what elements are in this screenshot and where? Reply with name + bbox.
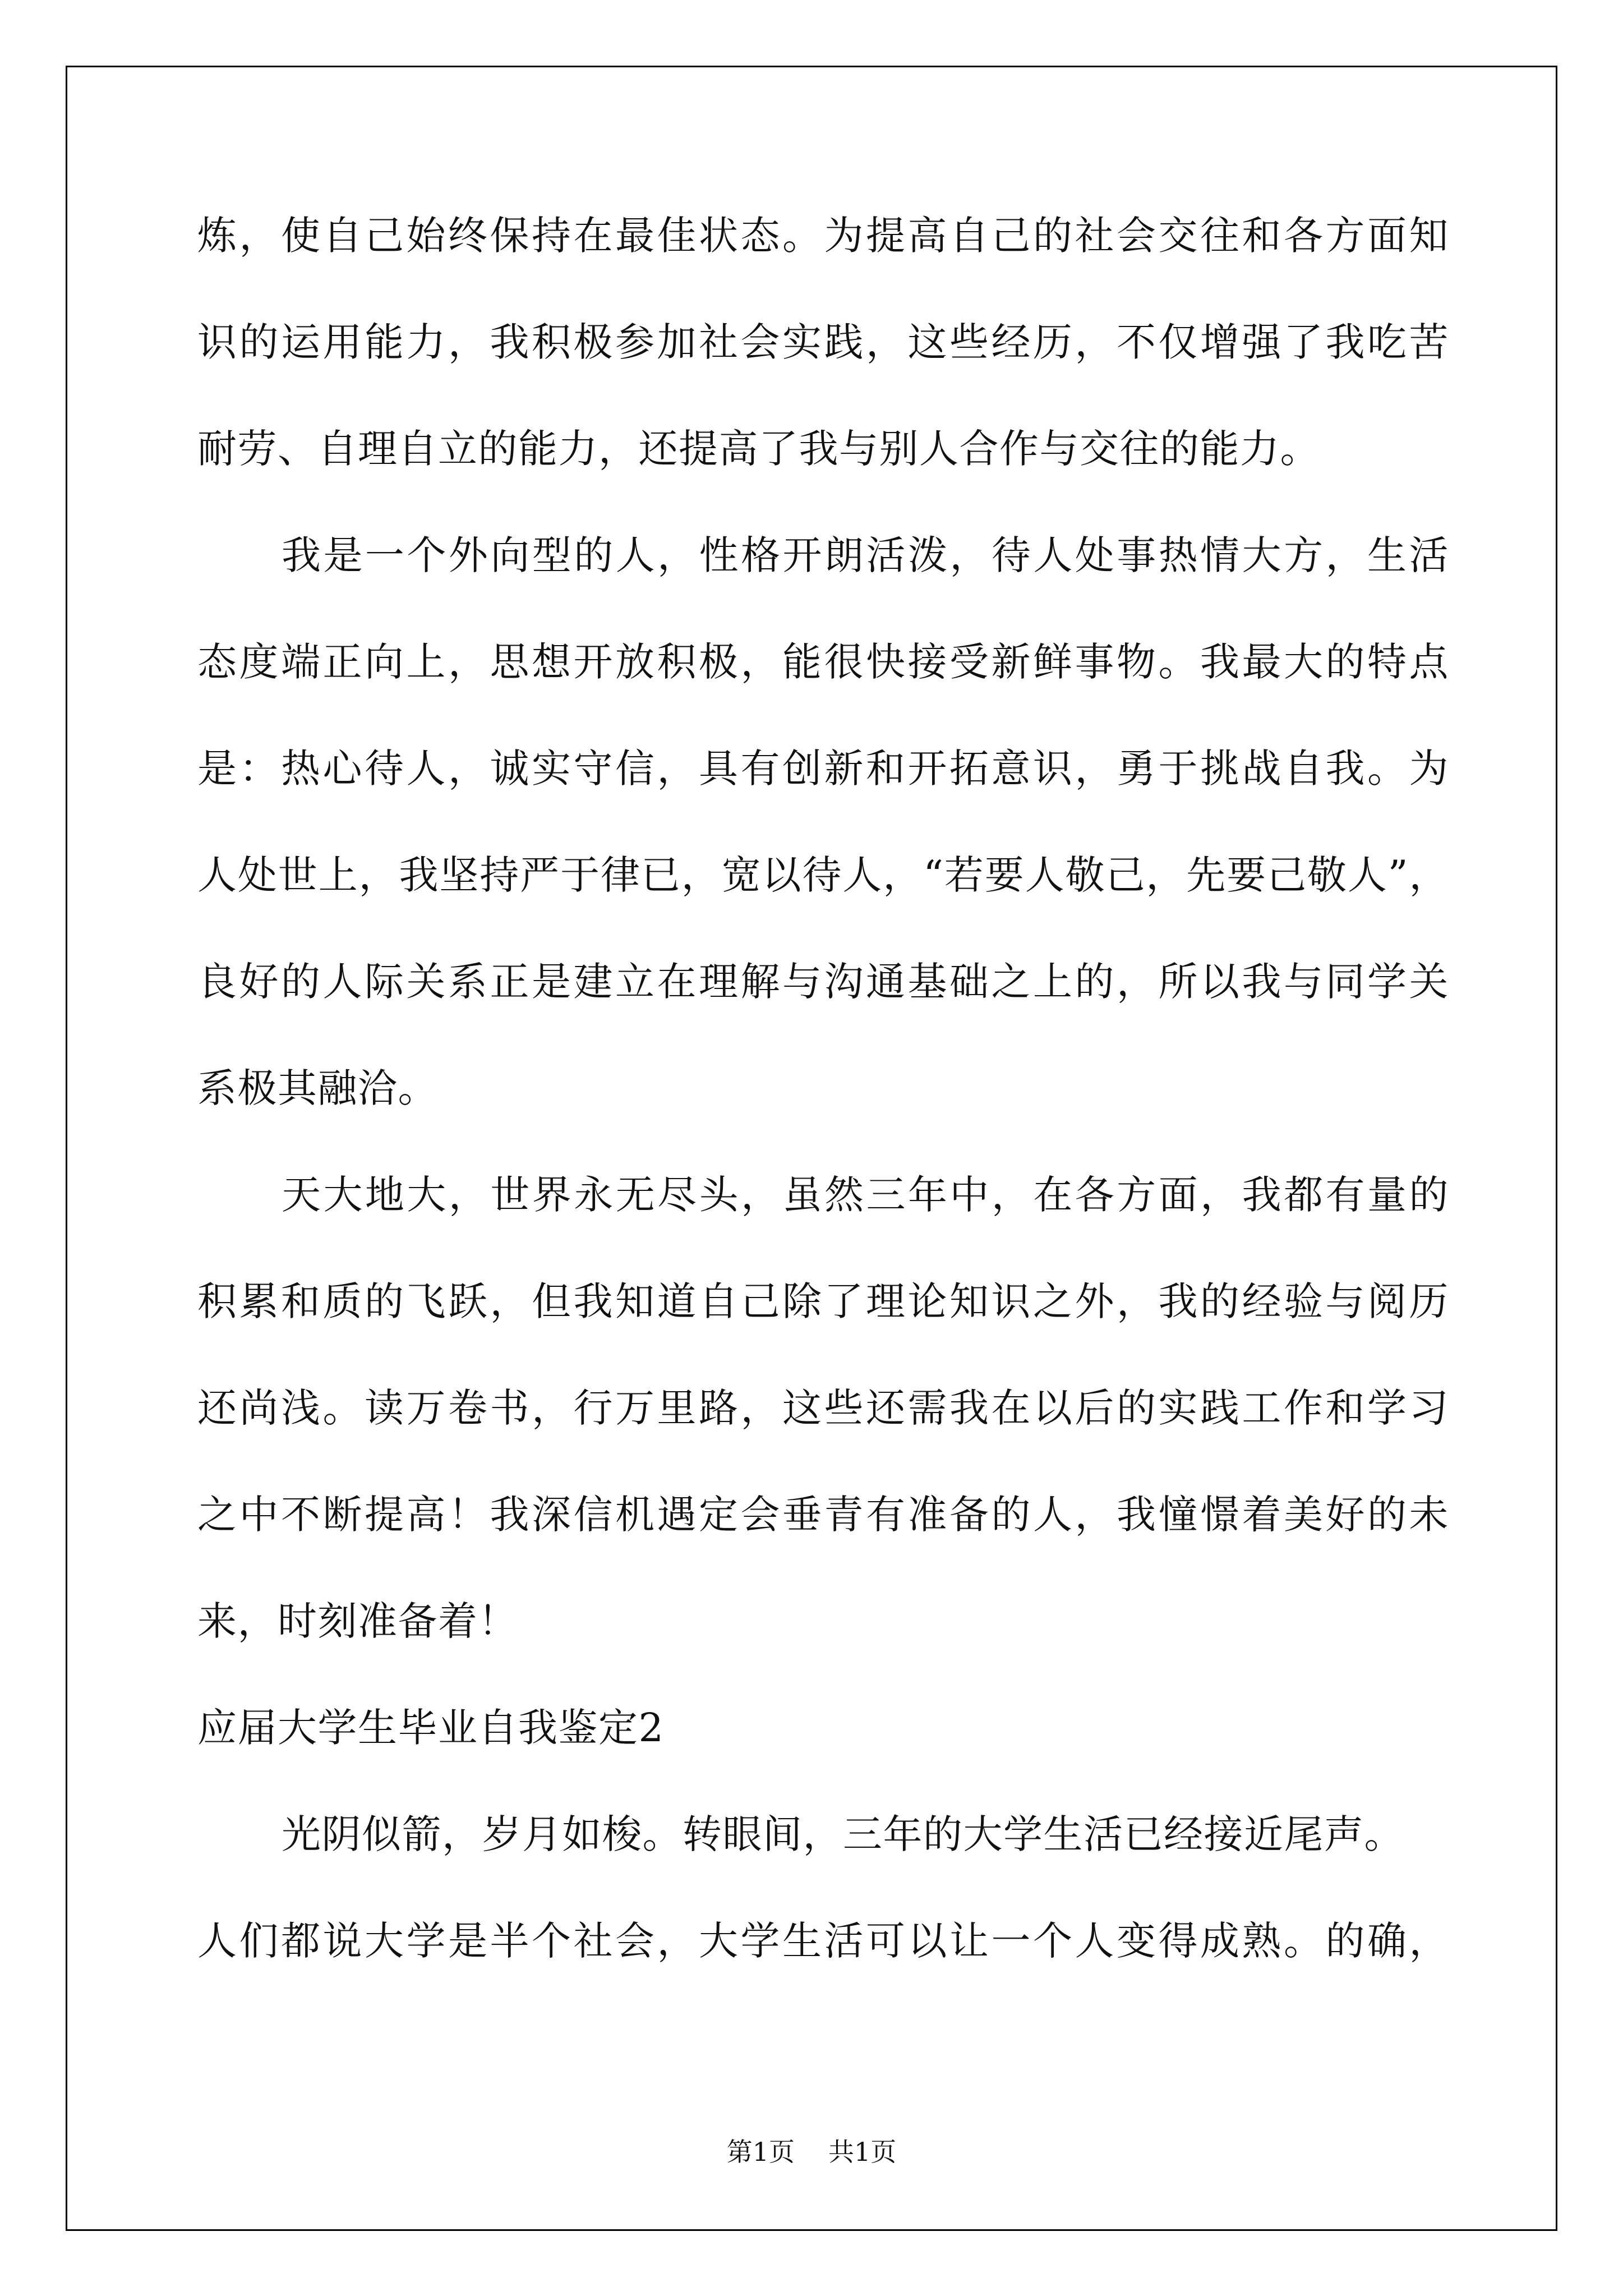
page-total: 共1页 <box>828 2137 897 2167</box>
page-footer <box>0 2135 1623 2169</box>
text-line: 耐劳、自理自立的能力，还提高了我与别人合作与交往的能力。 <box>197 426 1320 472</box>
text-line: 良好的人际关系正是建立在理解与沟通基础之上的，所以我与同学关 <box>197 959 1449 1005</box>
text-line: 人处世上，我坚持严于律已，宽以待人，“若要人敬己，先要己敬人”， <box>197 852 1449 898</box>
text-line: 积累和质的飞跃，但我知道自己除了理论知识之外，我的经验与阅历 <box>197 1278 1449 1324</box>
text-line: 炼，使自己始终保持在最佳状态。为提高自己的社会交往和各方面知 <box>197 213 1449 259</box>
text-line: 来，时刻准备着！ <box>197 1598 518 1644</box>
text-line: 态度端正向上，思想开放积极，能很快接受新鲜事物。我最大的特点 <box>197 639 1449 685</box>
paragraph-start-line: 天大地大，世界永无尽头，虽然三年中，在各方面，我都有量的 <box>282 1172 1449 1218</box>
page-border <box>66 66 1557 2231</box>
page-number: 第1页 <box>726 2137 795 2167</box>
text-line: 系极其融洽。 <box>197 1065 438 1111</box>
paragraph-start-line: 我是一个外向型的人，性格开朗活泼，待人处事热情大方，生活 <box>282 532 1449 578</box>
text-line: 是：热心待人，诚实守信，具有创新和开拓意识，勇于挑战自我。为 <box>197 746 1449 792</box>
text-line: 人们都说大学是半个社会，大学生活可以让一个人变得成熟。的确， <box>197 1918 1449 1964</box>
text-line: 之中不断提高！我深信机遇定会垂青有准备的人，我憧憬着美好的未 <box>197 1492 1449 1538</box>
text-line: 还尚浅。读万卷书，行万里路，这些还需我在以后的实践工作和学习 <box>197 1385 1449 1431</box>
section-heading: 应届大学生毕业自我鉴定2 <box>197 1705 665 1751</box>
text-line: 识的运用能力，我积极参加社会实践，这些经历，不仅增强了我吃苦 <box>197 319 1449 365</box>
paragraph-start-line: 光阴似箭，岁月如梭。转眼间，三年的大学生活已经接近尾声。 <box>282 1811 1404 1857</box>
